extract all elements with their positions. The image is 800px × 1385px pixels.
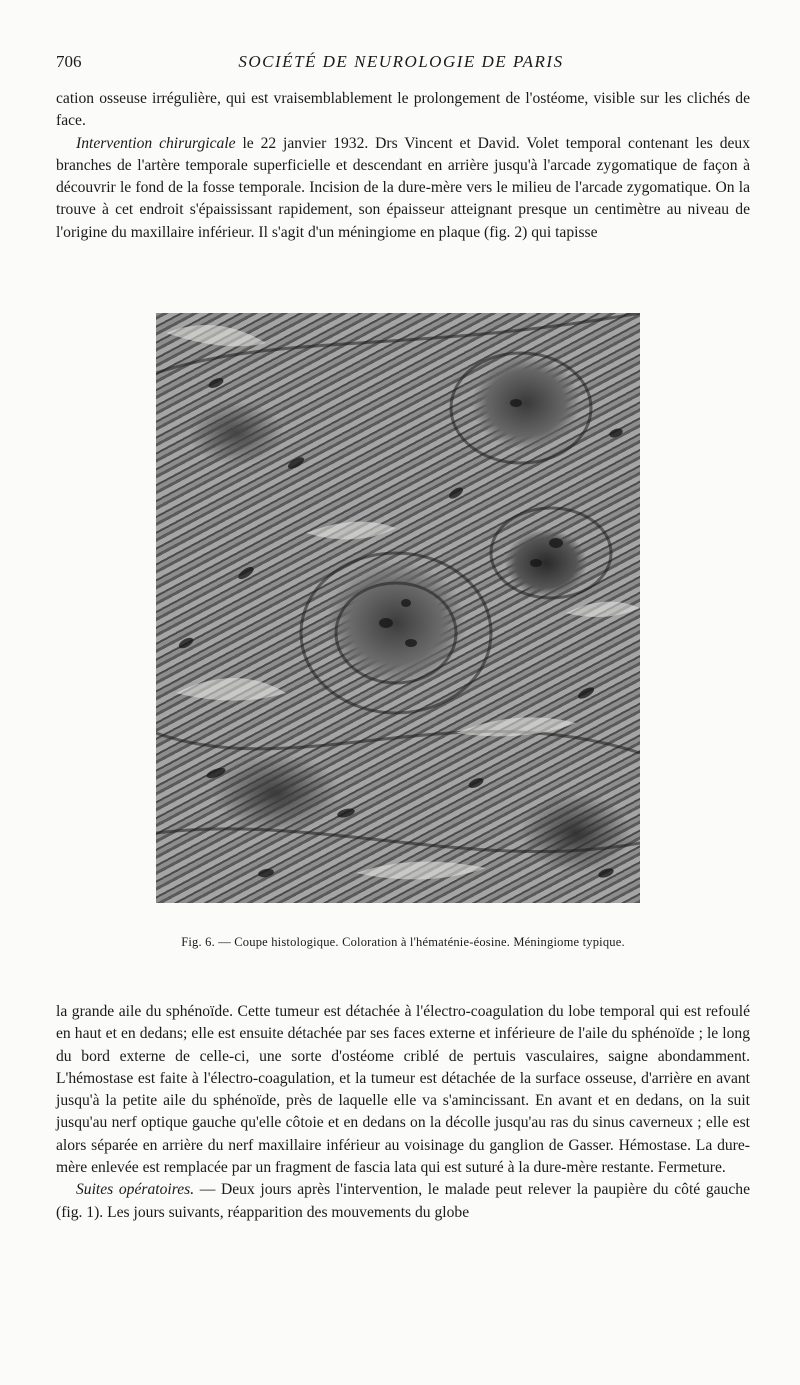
bottom-text-block [56, 1001, 750, 1224]
paragraph: cation osseuse irrégulière, qui est vraisemblablement le prolongement de l'ostéome, visible sur les clichés de face. [56, 90, 750, 130]
running-title: SOCIÉTÉ DE NEUROLOGIE DE PARIS [238, 52, 564, 71]
page-number: 706 [56, 52, 82, 71]
section-heading: Intervention chirurgicale [76, 134, 236, 152]
figure-caption: Fig. 6. — Coupe histologique. Coloration à l'hématénie-éosine. Méningiome typique. [181, 935, 625, 949]
page-header [56, 52, 746, 82]
paragraph [56, 133, 750, 244]
paragraph: la grande aile du sphénoïde. Cette tumeur est détachée à l'électro-coagulation du lobe temporal qui est refoulé en haut et en dedans; elle est ensuite détachée par ses faces externe et inférieure de l'aile du sphénoïde ; le long du bord externe de celle-ci, une sorte d'ostéome criblé de pertuis vasculaires, saigne abondamment. L'hémostase est faite à l'électro-coagulation, et la tumeur est détachée de la surface osseuse, d'arrière en avant jusqu'à la petite aile du sphénoïde, près de laquelle elle va s'amincissant. En avant et en dedans, on la suit jusqu'au nerf optique gauche qu'elle côtoie et en dedans on la décolle jusqu'au ras du sinus caverneux ; elle est alors séparée en arrière du nerf maxillaire inférieur au voisinage du ganglion de Gasser. Hémostase. La dure-mère enlevée est remplacée par un fragment de fascia lata qui est suturé à la dure-mère restante. Fermeture. [56, 1003, 750, 1177]
paragraph [56, 1179, 750, 1224]
top-text-block [56, 88, 750, 244]
paragraph-text: — Deux jours après l'intervention, le malade peut relever la paupière du côté gauche (fig. 1). Les jours suivants, réapparition des mouvements du globe [56, 1181, 750, 1221]
section-heading: Suites opératoires. [76, 1181, 195, 1199]
histology-micrograph [156, 313, 640, 903]
paragraph-text: le 22 janvier 1932. Drs Vincent et David. Volet temporal contenant les deux branches de l'artère temporale superficielle et descendant en arrière jusqu'à l'arcade zygomatique de façon à découvrir le fond de la fosse temporale. Incision de la dure-mère vers le milieu de l'arcade zygomatique. On la trouve à cet endroit s'épaississant rapidement, son épaisseur atteignant presque un centimètre au niveau de l'origine du maxillaire inférieur. Il s'agit d'un méningiome en plaque (fig. 2) qui tapisse [56, 134, 751, 241]
micrograph-texture [156, 313, 640, 903]
